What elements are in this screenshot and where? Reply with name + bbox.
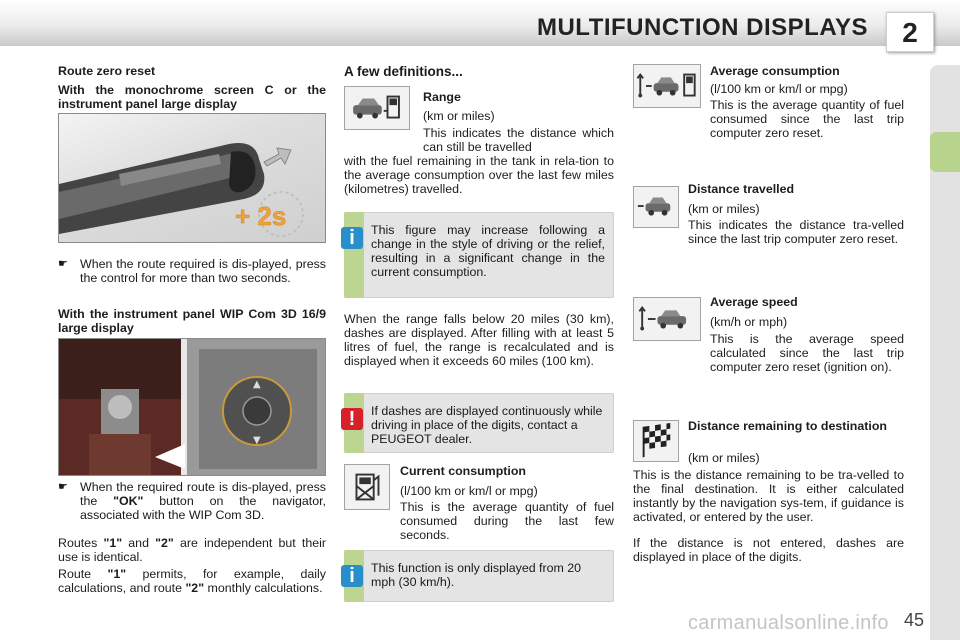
range-unit: (km or miles) <box>423 109 495 123</box>
current-consumption-title: Current consumption <box>400 464 526 478</box>
chapter-number: 2 <box>902 17 918 48</box>
distance-travelled-title: Distance travelled <box>688 182 795 196</box>
info-accent-bar <box>344 212 364 298</box>
bullet-item-1 <box>58 257 326 301</box>
info-box-1-text: This figure may increase following a change in the style of driving or the relief, resulting in a significant change in the current consumption. <box>371 223 605 279</box>
warning-box-dashes <box>344 393 614 453</box>
average-consumption-unit: (l/100 km or km/l or mpg) <box>710 82 848 96</box>
stalk-control-photo <box>58 113 326 243</box>
routes-paragraph-2: Route "1" permits, for example, daily calculations, and route "2" monthly calculations. <box>58 567 326 595</box>
info-icon: i <box>341 227 363 249</box>
current-consumption-text: This is the average quantity of fuel consumed during the last few seconds. <box>400 500 614 542</box>
distance-remaining-text: This is the distance remaining to be tra-velled to the final destination. It is either calculated instantly by the navigation sys-tem, if guidance is activated, or entered by the user. <box>633 468 904 524</box>
info-box-speed-limit <box>344 550 614 602</box>
bullet-item-2 <box>58 480 326 536</box>
page-title: MULTIFUNCTION DISPLAYS <box>536 14 868 41</box>
bullet-2-text: When the required route is dis-played, press the "OK" button on the navigator, associated with the WIP Com 3D. <box>80 480 326 522</box>
average-speed-unit: (km/h or mph) <box>710 315 788 329</box>
chapter-badge <box>886 12 934 52</box>
distance-travelled-text: This indicates the distance tra-velled since the last trip computer zero reset. <box>688 218 904 246</box>
range-icon <box>344 86 410 130</box>
warning-icon: ! <box>341 408 363 430</box>
hold-duration-label: + 2s <box>235 201 287 231</box>
pointing-hand-icon: ☛ <box>58 481 68 493</box>
average-consumption-icon <box>633 64 701 108</box>
warning-box-text: If dashes are displayed continuously while driving in place of the digits, contact a PEUGEOT dealer. <box>371 404 603 446</box>
svg-text:▲: ▲ <box>253 379 261 390</box>
distance-travelled-icon <box>633 186 679 228</box>
mono-screen-title: With the monochrome screen C or the instrument panel large display <box>58 83 326 111</box>
distance-remaining-unit: (km or miles) <box>688 451 760 465</box>
svg-text:▼: ▼ <box>253 435 261 446</box>
navigator-photo <box>58 338 326 476</box>
distance-remaining-text-2: If the distance is not entered, dashes are displayed in place of the digits. <box>633 536 904 564</box>
current-consumption-icon <box>344 464 390 510</box>
average-speed-text: This is the average speed calculated since the last trip computer zero reset (ignition on). <box>710 332 904 374</box>
average-consumption-title: Average consumption <box>710 64 840 78</box>
average-consumption-text: This is the average quantity of fuel consumed since the last trip computer zero reset. <box>710 98 904 140</box>
average-speed-icon <box>633 297 701 341</box>
checkered-flag-icon <box>633 420 679 462</box>
pointing-hand-icon: ☛ <box>58 258 68 270</box>
bullet-1-text: When the route required is dis-played, press the control for more than two seconds. <box>80 257 326 285</box>
wip-display-title: With the instrument panel WIP Com 3D 16/9 large display <box>58 307 326 335</box>
distance-remaining-title: Distance remaining to destination <box>688 419 887 433</box>
distance-travelled-unit: (km or miles) <box>688 202 760 216</box>
definitions-title: A few definitions... <box>344 64 463 79</box>
info-box-2-text: This function is only displayed from 20 mph (30 km/h). <box>371 561 582 589</box>
route-reset-title: Route zero reset <box>58 64 156 78</box>
current-consumption-unit: (l/100 km or km/l or mpg) <box>400 484 538 498</box>
range-text-b: with the fuel remaining in the tank in rela-tion to the average consumption over the last few miles (kilometres) travelled. <box>344 154 614 196</box>
range-title: Range <box>423 90 461 104</box>
routes-paragraph-1: Routes "1" and "2" are independent but their use is identical. <box>58 536 327 564</box>
range-text-a: This indicates the distance which can still be travelled <box>423 126 614 154</box>
average-speed-title: Average speed <box>710 295 798 309</box>
page-number: 45 <box>904 610 925 630</box>
info-icon: i <box>341 565 363 587</box>
range-dashes-text: When the range falls below 20 miles (30 km), dashes are displayed. After filling with at least 5 litres of fuel, the range is recalculated and is displayed when it exceeds 60 miles (100 km). <box>344 312 614 368</box>
watermark: carmanualsonline.info <box>688 612 889 634</box>
page-header <box>0 0 960 46</box>
info-box-consumption-change <box>344 212 614 298</box>
chapter-tab <box>930 132 960 172</box>
